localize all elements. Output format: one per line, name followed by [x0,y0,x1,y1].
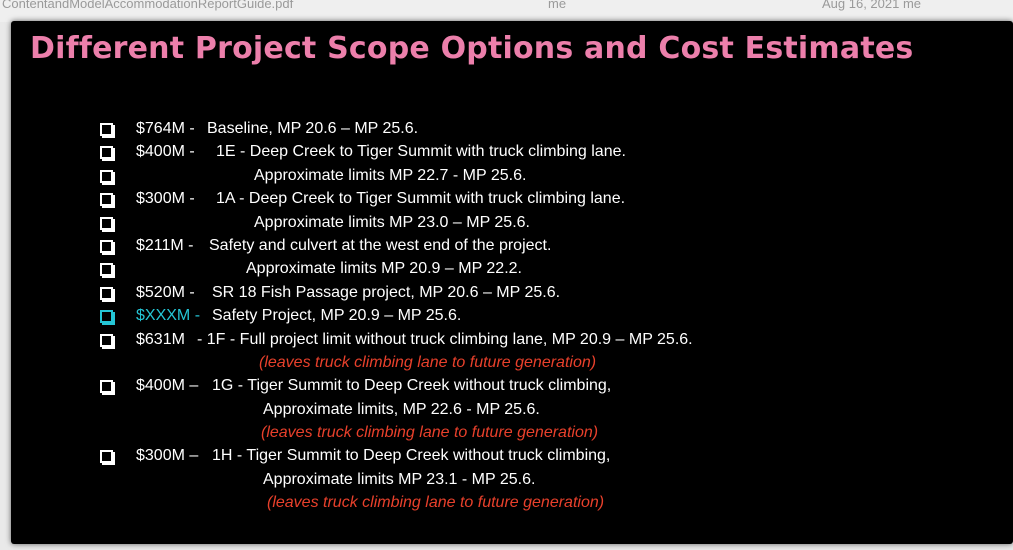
cost-label: $631M [136,330,185,348]
cost-label: $300M - [136,190,195,208]
cost-label: $400M – [136,377,199,395]
scope-description: Safety and culvert at the west end of the project. [209,236,552,254]
scope-description: 1E - Deep Creek to Tiger Summit with truck climbing lane. [216,143,626,161]
scope-note: (leaves truck climbing lane to future generation) [261,424,599,442]
scope-description: 1G - Tiger Summit to Deep Creek without truck climbing, [212,377,612,395]
checkbox-bullet-icon [100,263,113,276]
scope-limits: Approximate limits MP 20.9 – MP 22.2. [246,260,522,278]
cost-label: $520M - [136,283,195,301]
cost-label: $XXXM - [136,307,201,325]
cost-label: $764M - [136,120,195,137]
scope-limits: Approximate limits, MP 22.6 - MP 25.6. [263,400,540,418]
scope-limits: Approximate limits MP 23.0 – MP 25.6. [254,213,530,231]
file-date: Aug 16, 2021 me [822,0,922,11]
file-list-header [0,0,1013,22]
checkbox-bullet-icon [100,193,113,206]
cost-label: $300M – [136,447,199,465]
checkbox-bullet-icon [100,240,113,253]
scope-description: SR 18 Fish Passage project, MP 20.6 – MP 25.6. [212,283,561,301]
slide-title: Different Project Scope Options and Cost Estimates [30,31,914,66]
checkbox-bullet-icon [100,146,113,159]
scope-description: 1A - Deep Creek to Tiger Summit with truck climbing lane. [216,190,626,208]
checkbox-bullet-icon [100,170,113,183]
scope-description: Baseline, MP 20.6 – MP 25.6. [207,120,419,137]
scope-note: (leaves truck climbing lane to future generation) [259,353,597,371]
scope-description: 1H - Tiger Summit to Deep Creek without truck climbing, [212,447,611,465]
checkbox-bullet-icon [100,217,113,230]
presentation-slide [11,21,1013,544]
cost-label: $211M - [136,236,194,254]
cost-label: $400M - [136,143,195,161]
scope-description: Safety Project, MP 20.9 – MP 25.6. [212,307,462,325]
scope-note: (leaves truck climbing lane to future generation) [267,494,605,512]
file-name[interactable]: ContentandModelAccommodationReportGuide.pdf [2,0,294,11]
checkbox-bullet-icon [100,123,113,136]
file-owner: me [548,0,567,11]
checkbox-bullet-icon [100,380,113,393]
scope-limits: Approximate limits MP 23.1 - MP 25.6. [263,470,536,488]
checkbox-bullet-icon [100,310,113,323]
scope-limits: Approximate limits MP 22.7 - MP 25.6. [254,166,527,184]
checkbox-bullet-icon [100,450,113,463]
checkbox-bullet-icon [100,287,113,300]
checkbox-bullet-icon [100,334,113,347]
scope-description: - 1F - Full project limit without truck climbing lane, MP 20.9 – MP 25.6. [197,330,693,348]
